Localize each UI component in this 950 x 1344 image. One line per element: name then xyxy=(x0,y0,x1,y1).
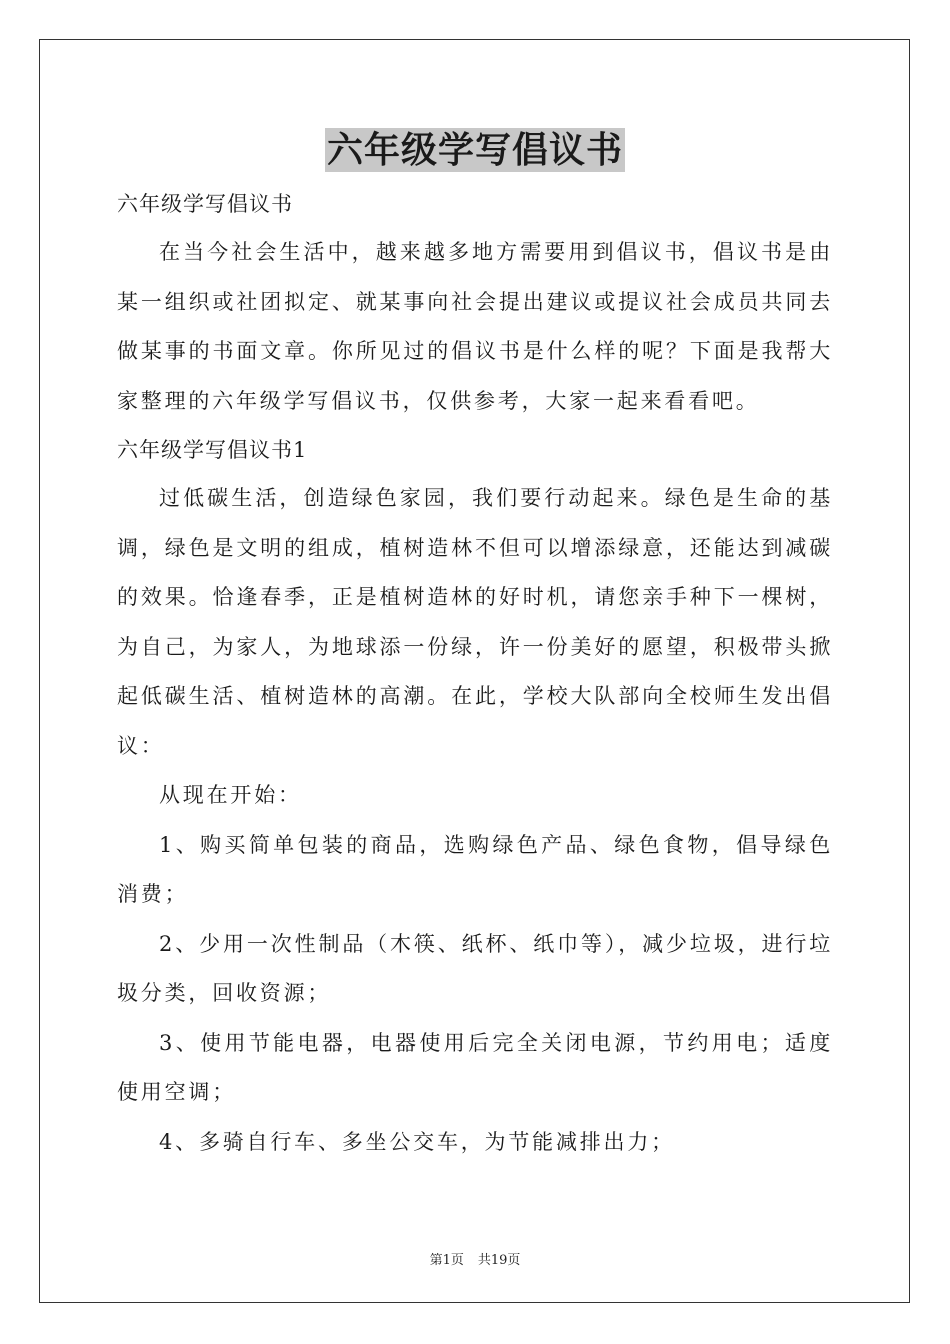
document-title: 六年级学写倡议书 xyxy=(326,129,623,171)
list-item: 3、使用节能电器，电器使用后完全关闭电源，节约用电；适度使用空调； xyxy=(117,1030,833,1104)
page-number: 第1页 xyxy=(429,1253,464,1268)
document-body xyxy=(117,180,833,1167)
list-item: 1、购买简单包装的商品，选购绿色产品、绿色食物，倡导绿色消费； xyxy=(117,832,833,906)
page-total: 共19页 xyxy=(477,1253,521,1268)
document-title-wrapper xyxy=(0,128,950,172)
start-line: 从现在开始： xyxy=(159,783,302,807)
page-footer xyxy=(0,1249,950,1268)
document-subtitle: 六年级学写倡议书 xyxy=(117,192,293,216)
list-item: 2、少用一次性制品（木筷、纸杯、纸巾等），减少垃圾，进行垃圾分类，回收资源； xyxy=(117,931,833,1005)
section-heading: 六年级学写倡议书1 xyxy=(117,438,308,462)
list-item: 4、多骑自行车、多坐公交车，为节能减排出力； xyxy=(159,1129,675,1154)
body-paragraph: 过低碳生活，创造绿色家园，我们要行动起来。绿色是生命的基调，绿色是文明的组成，植树造林不但可以增添绿意，还能达到减碳的效果。恰逢春季，正是植树造林的好时机，请您亲手种下一棵树，为自己，为家人，为地球添一份绿，许一份美好的愿望，积极带头掀起低碳生活、植树造林的高潮。在此，学校大队部向全校师生发出倡议： xyxy=(117,486,833,758)
intro-paragraph: 在当今社会生活中，越来越多地方需要用到倡议书，倡议书是由某一组织或社团拟定、就某事向社会提出建议或提议社会成员共同去做某事的书面文章。你所见过的倡议书是什么样的呢？下面是我帮大家整理的六年级学写倡议书，仅供参考，大家一起来看看吧。 xyxy=(117,240,833,413)
